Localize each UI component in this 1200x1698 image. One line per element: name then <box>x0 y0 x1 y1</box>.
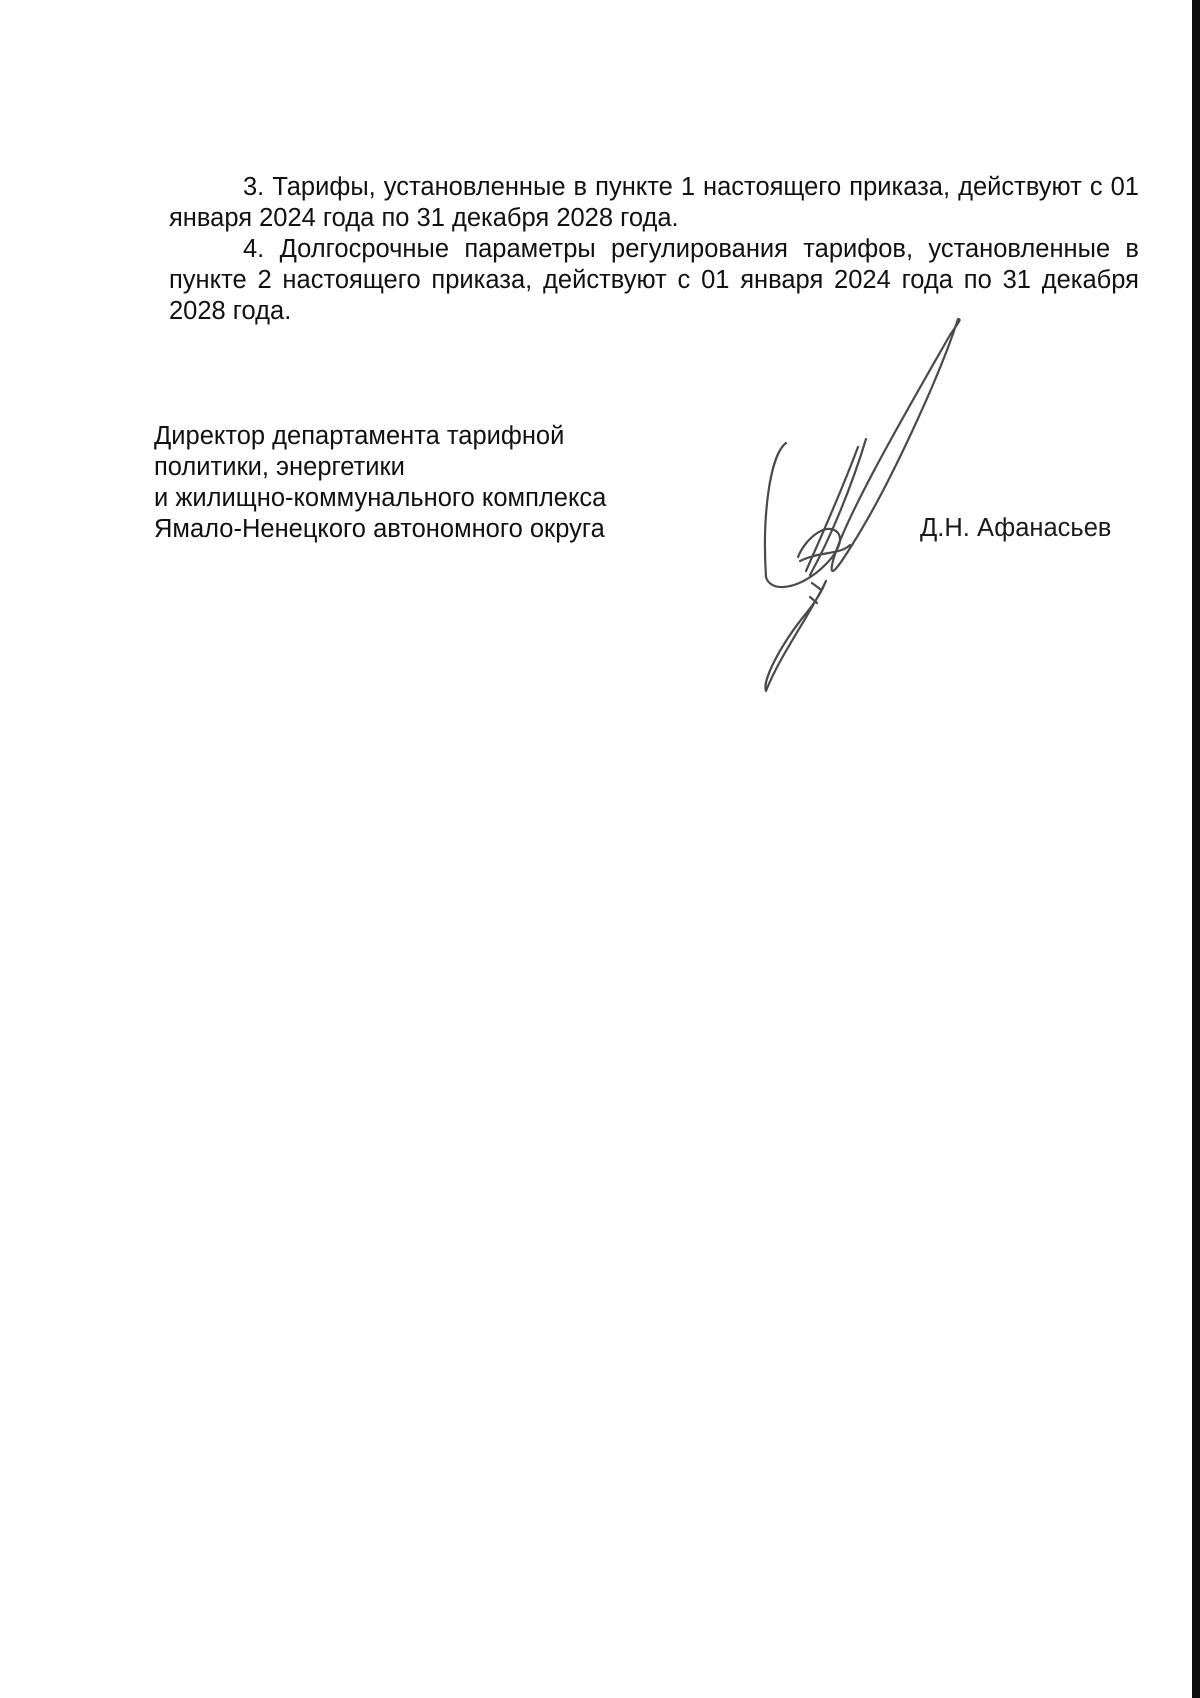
signatory-position-line: Ямало-Ненецкого автономного округа <box>154 515 605 543</box>
scan-page-edge <box>1192 0 1200 1698</box>
paragraph-4-text: Долгосрочные параметры регулирования тарифов, установленные в пункте 2 настоящего приказа, действуют с 01 января 2024 года по 31 декабря 2028 года. <box>169 235 1139 325</box>
paragraph-3-number: 3. <box>243 173 265 201</box>
signatory-name: Д.Н. Афанасьев <box>920 514 1112 542</box>
signatory-position-line: и жилищно-коммунального комплекса <box>154 484 607 512</box>
signatory-position-line: Директор департамента тарифной <box>154 422 565 450</box>
signatory-position <box>154 421 606 545</box>
signatory-position-line: политики, энергетики <box>154 453 405 481</box>
document-body <box>169 172 1139 327</box>
paragraph-3-text: Тарифы, установленные в пункте 1 настоящего приказа, действуют с 01 января 2024 года по 31 декабря 2028 года. <box>169 173 1139 232</box>
paragraph-3 <box>169 172 1139 234</box>
paragraph-4 <box>169 234 1139 327</box>
paragraph-4-number: 4. <box>243 235 265 263</box>
handwritten-signature <box>740 315 970 695</box>
